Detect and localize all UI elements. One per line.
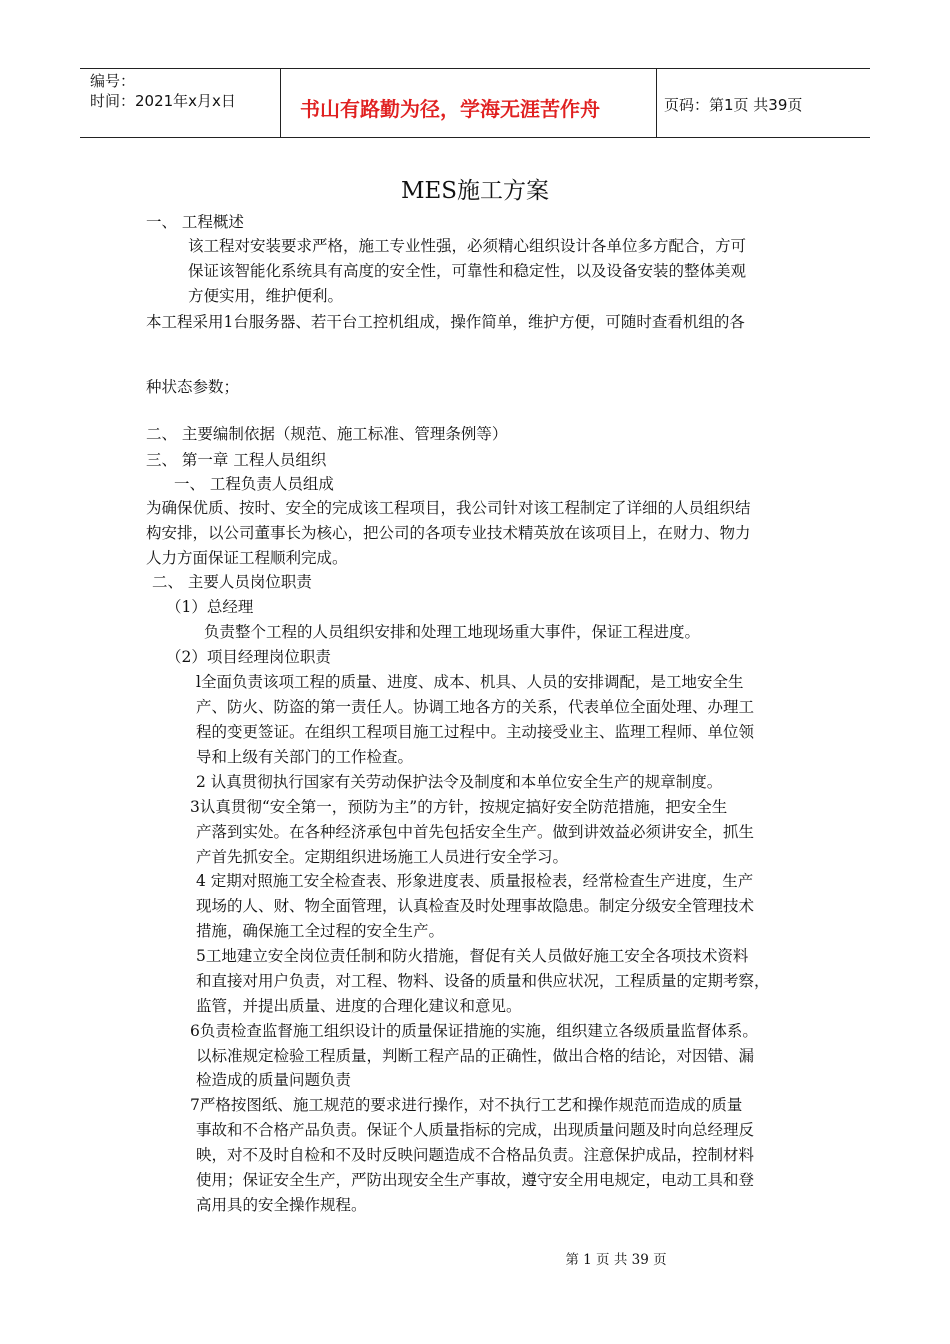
subsection-heading: 一、 工程负责人员组成 <box>174 475 334 493</box>
body-line: 负责整个工程的人员组织安排和处理工地现场重大事件，保证工程进度。 <box>204 623 701 641</box>
body-line: 本工程采用1台服务器、若干台工控机组成，操作简单，维护方便，可随时查看机组的各 <box>146 313 745 331</box>
body-line: 6负责检查监督施工组织设计的质量保证措施的实施，组织建立各级质量监督体系。 <box>190 1022 758 1040</box>
body-line: 该工程对安装要求严格，施工专业性强，必须精心组织设计各单位多方配合，方可 <box>188 237 747 255</box>
body-line: 5工地建立安全岗位责任制和防火措施，督促有关人员做好施工安全各项技术资料 <box>196 947 749 965</box>
page-number-label: 页码：第1页 共39页 <box>664 96 803 114</box>
body-line: 检造成的质量问题负责 <box>196 1071 352 1089</box>
section-heading: 三、 第一章 工程人员组织 <box>146 451 327 469</box>
body-line: 产、防火、防盗的第一责任人。协调工地各方的关系，代表单位全面处理、办理工 <box>196 698 755 716</box>
body-line: 映，对不及时自检和不及时反映问题造成不合格品负责。注意保护成品，控制材料 <box>196 1146 755 1164</box>
doc-time-label: 时间：2021年x月x日 <box>90 92 236 110</box>
section-heading: 二、 主要编制依据（规范、施工标准、管理条例等） <box>146 425 508 443</box>
body-line: 保证该智能化系统具有高度的安全性，可靠性和稳定性，以及设备安装的整体美观 <box>188 262 747 280</box>
body-line: 产首先抓安全。定期组织进场施工人员进行安全学习。 <box>196 848 569 866</box>
body-line: 为确保优质、按时、安全的完成该工程项目，我公司针对该工程制定了详细的人员组织结 <box>146 499 751 517</box>
body-line: 2 认真贯彻执行国家有关劳动保护法令及制度和本单位安全生产的规章制度。 <box>196 773 723 791</box>
body-line: 产落到实处。在各种经济承包中首先包括安全生产。做到讲效益必须讲安全，抓生 <box>196 823 755 841</box>
body-line: 事故和不合格产品负责。保证个人质量指标的完成，出现质量问题及时向总经理反 <box>196 1121 755 1139</box>
body-line: 现场的人、财、物全面管理，认真检查及时处理事故隐患。制定分级安全管理技术 <box>196 897 755 915</box>
item-heading: （1）总经理 <box>166 598 254 616</box>
body-line: 4 定期对照施工安全检查表、形象进度表、质量报检表，经常检查生产进度，生产 <box>196 872 754 890</box>
body-line: 导和上级有关部门的工作检查。 <box>196 748 414 766</box>
body-line: 人力方面保证工程顺利完成。 <box>146 549 348 567</box>
header-divider <box>656 69 657 137</box>
header-divider <box>280 69 281 137</box>
body-line: 和直接对用户负责，对工程、物料、设备的质量和供应状况，工程质量的定期考察， <box>196 972 770 990</box>
body-line: 监管，并提出质量、进度的合理化建议和意见。 <box>196 997 522 1015</box>
body-line: 高用具的安全操作规程。 <box>196 1196 367 1214</box>
header-motto: 书山有路勤为径，学海无涯苦作舟 <box>300 97 600 121</box>
page-title: MES施工方案 <box>400 178 550 204</box>
body-line: l全面负责该项工程的质量、进度、成本、机具、人员的安排调配，是工地安全生 <box>196 673 744 691</box>
subsection-heading: 二、 主要人员岗位职责 <box>152 573 312 591</box>
body-line: 7严格按图纸、施工规范的要求进行操作，对不执行工艺和操作规范而造成的质量 <box>190 1096 743 1114</box>
body-line: 使用；保证安全生产，严防出现安全生产事故，遵守安全用电规定，电动工具和登 <box>196 1171 755 1189</box>
body-line: 方便实用，维护便利。 <box>188 287 344 305</box>
body-line: 程的变更签证。在组织工程项目施工过程中。主动接受业主、监理工程师、单位领 <box>196 723 755 741</box>
body-line: 3认真贯彻“安全第一，预防为主”的方针，按规定搞好安全防范措施，把安全生 <box>190 798 728 816</box>
section-heading: 一、 工程概述 <box>146 213 244 231</box>
body-line: 以标准规定检验工程质量，判断工程产品的正确性，做出合格的结论，对因错、漏 <box>196 1047 755 1065</box>
body-line: 构安排，以公司董事长为核心，把公司的各项专业技术精英放在该项目上，在财力、物力 <box>146 524 751 542</box>
body-line: 种状态参数； <box>146 378 240 396</box>
page-footer: 第 1 页 共 39 页 <box>565 1252 667 1268</box>
item-heading: （2）项目经理岗位职责 <box>166 648 331 666</box>
body-line: 措施，确保施工全过程的安全生产。 <box>196 922 445 940</box>
doc-number-label: 编号： <box>90 72 136 90</box>
